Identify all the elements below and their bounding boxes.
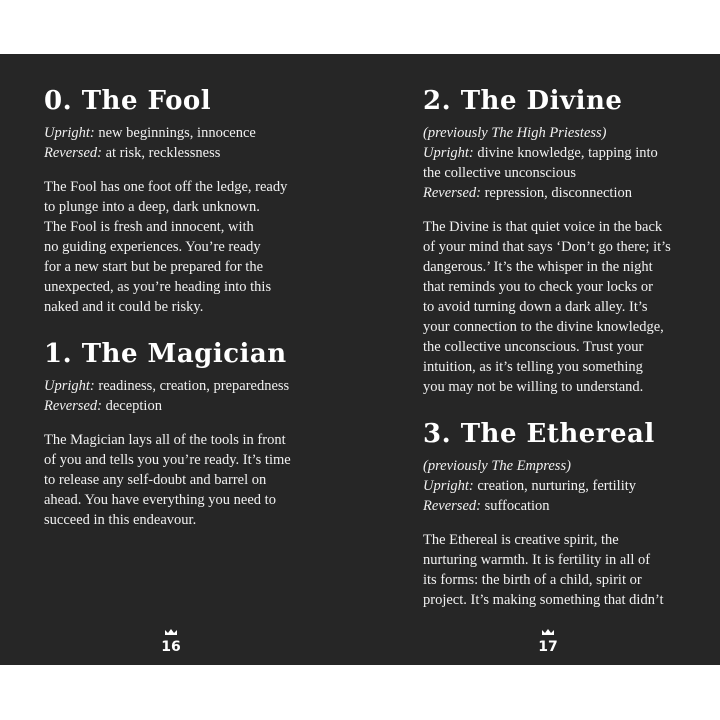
reversed-line: [44, 143, 344, 163]
upright-label: Upright:: [44, 125, 95, 141]
card-description: [44, 177, 344, 317]
description-line: The Divine is that quiet voice in the back: [423, 219, 663, 235]
description-line: succeed in this endeavour.: [44, 512, 197, 528]
reversed-label: Reversed:: [423, 185, 481, 201]
description-line: dangerous.’ It’s the whisper in the night: [423, 259, 653, 275]
card-title: 1. The Magician: [44, 339, 287, 369]
card-title: 3. The Ethereal: [423, 419, 655, 449]
description-line: The Ethereal is creative spirit, the: [423, 532, 619, 548]
description-line: The Fool is fresh and innocent, with: [44, 219, 254, 235]
reversed-label: Reversed:: [44, 145, 102, 161]
page-number-text: 16: [161, 639, 181, 655]
description-line: to plunge into a deep, dark unknown.: [44, 199, 260, 215]
crown-icon: [541, 628, 555, 636]
description-line: The Magician lays all of the tools in front: [44, 432, 286, 448]
description-line: unexpected, as you’re heading into this: [44, 279, 272, 295]
upright-label: Upright:: [423, 145, 474, 161]
description-line: ahead. You have everything you need to: [44, 492, 276, 508]
card-meanings: [44, 376, 344, 416]
upright-text: readiness, creation, preparedness: [98, 378, 290, 394]
card-ethereal: [423, 419, 703, 610]
card-description: [423, 217, 703, 397]
card-title: 0. The Fool: [44, 86, 212, 116]
reversed-line: [423, 496, 703, 516]
description-line: its forms: the birth of a child, spirit or: [423, 572, 642, 588]
card-meanings: [44, 123, 344, 163]
card-description: [423, 530, 703, 610]
page-number-right: [533, 628, 563, 655]
crown-icon: [164, 628, 178, 636]
right-page: [423, 54, 703, 665]
left-page: [44, 54, 344, 665]
description-line: of your mind that says ‘Don’t go there; it’s: [423, 239, 671, 255]
description-line: intuition, as it’s telling you something: [423, 359, 643, 375]
upright-text: creation, nurturing, fertility: [477, 478, 637, 494]
reversed-text: suffocation: [484, 498, 550, 514]
description-line: the collective unconscious. Trust your: [423, 339, 644, 355]
upright-label: Upright:: [423, 478, 474, 494]
upright-text: divine knowledge, tapping into: [477, 145, 658, 161]
upright-line: [44, 123, 344, 143]
card-divine: [423, 86, 703, 397]
description-line: The Fool has one foot off the ledge, ready: [44, 179, 288, 195]
upright-text: new beginnings, innocence: [98, 125, 256, 141]
description-line: naked and it could be risky.: [44, 299, 204, 315]
description-line: of you and tells you you’re ready. It’s time: [44, 452, 291, 468]
upright-line-continued: the collective unconscious: [423, 165, 577, 181]
description-line: your connection to the divine knowledge,: [423, 319, 664, 335]
card-title: 2. The Divine: [423, 86, 623, 116]
reversed-label: Reversed:: [423, 498, 481, 514]
book-spread: [0, 54, 720, 665]
upright-line: [423, 143, 703, 163]
description-line: to avoid turning down a dark alley. It’s: [423, 299, 648, 315]
reversed-line: [44, 396, 344, 416]
previous-name: (previously The Empress): [423, 458, 571, 474]
reversed-label: Reversed:: [44, 398, 102, 414]
card-magician: [44, 339, 344, 530]
card-fool: [44, 86, 344, 317]
description-line: project. It’s making something that didn’t: [423, 592, 664, 608]
card-meanings: [423, 123, 703, 203]
card-meanings: [423, 456, 703, 516]
upright-line: [44, 376, 344, 396]
description-line: that reminds you to check your locks or: [423, 279, 653, 295]
description-line: for a new start but be prepared for the: [44, 259, 264, 275]
page-number-text: 17: [538, 639, 558, 655]
upright-label: Upright:: [44, 378, 95, 394]
reversed-text: deception: [105, 398, 162, 414]
upright-line: [423, 476, 703, 496]
card-description: [44, 430, 344, 530]
reversed-line: [423, 183, 703, 203]
description-line: to release any self-doubt and barrel on: [44, 472, 267, 488]
page-number-left: [156, 628, 186, 655]
reversed-text: at risk, recklessness: [105, 145, 221, 161]
previous-name: (previously The High Priestess): [423, 125, 607, 141]
reversed-text: repression, disconnection: [484, 185, 632, 201]
description-line: nurturing warmth. It is fertility in all of: [423, 552, 651, 568]
description-line: no guiding experiences. You’re ready: [44, 239, 261, 255]
description-line: you may not be willing to understand.: [423, 379, 644, 395]
